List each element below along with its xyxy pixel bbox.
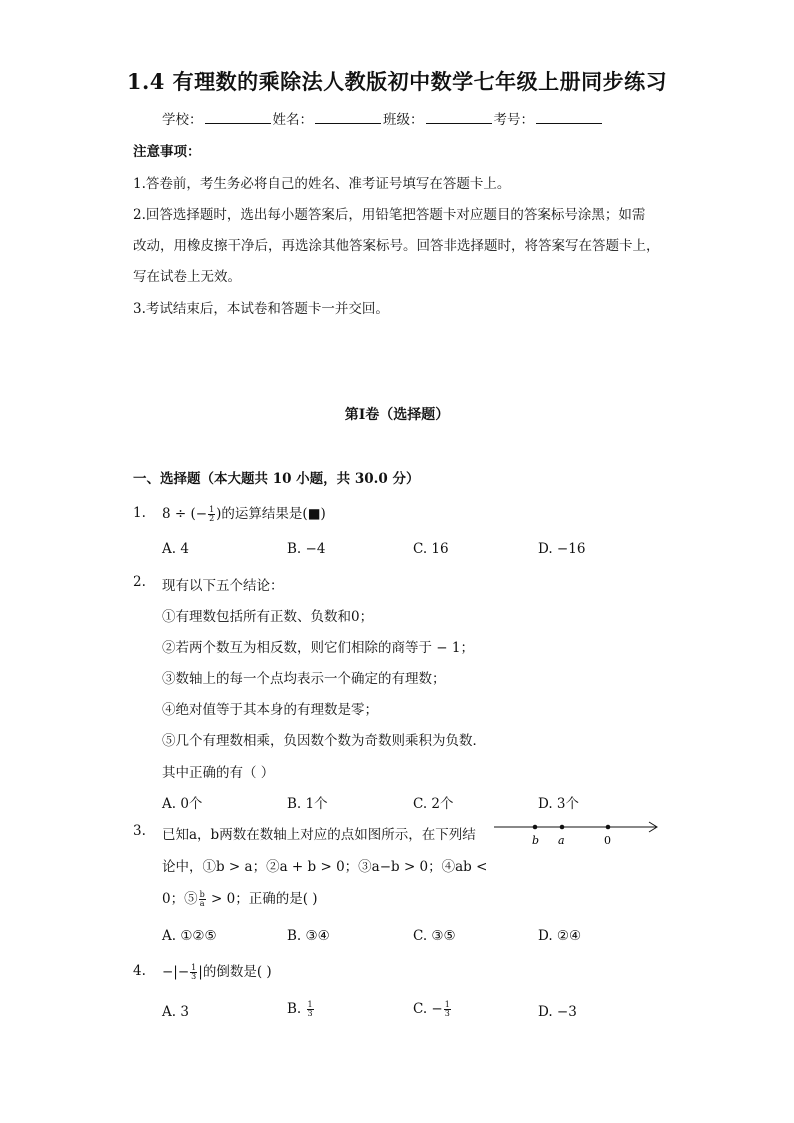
q2-option-c[interactable]: C. 2个 bbox=[413, 796, 454, 812]
number-label: 考号： bbox=[493, 112, 534, 128]
point-b bbox=[533, 825, 538, 830]
question-1-stem: 8 ÷ (− $\frac{1}{2}$ )的运算结果是(■) bbox=[162, 505, 326, 523]
fraction: $\frac{1}{3}$ bbox=[307, 1000, 313, 1018]
q2-statement-4: ④绝对值等于其本身的有理数是零； bbox=[162, 702, 378, 718]
page-title: 1.4 有理数的乘除法人教版初中数学七年级上册同步练习 bbox=[126, 69, 668, 94]
question-3-number: 3. bbox=[133, 823, 146, 839]
label-b: b bbox=[532, 834, 540, 847]
q3-line-2: 论中，①b > a；②a + b > 0；③a−b > 0；④ab < bbox=[162, 859, 488, 875]
q2-statement-3: ③数轴上的每一个点均表示一个确定的有理数； bbox=[162, 671, 446, 687]
name-label: 姓名： bbox=[272, 112, 313, 128]
label-zero: 0 bbox=[604, 834, 611, 847]
notice-item-2-line-3: 写在试卷上无效。 bbox=[133, 269, 241, 285]
q3-option-d[interactable]: D. ②④ bbox=[538, 928, 582, 944]
q1-option-d[interactable]: D. −16 bbox=[538, 541, 586, 557]
notice-item-3: 3.考试结束后，本试卷和答题卡一并交回。 bbox=[133, 301, 389, 317]
q3-line-1: 已知a，b两数在数轴上对应的点如图所示，在下列结 bbox=[162, 827, 476, 843]
point-zero bbox=[606, 825, 611, 830]
q4-option-d[interactable]: D. −3 bbox=[538, 1004, 577, 1020]
q2-ask: 其中正确的有（ ） bbox=[162, 765, 275, 781]
school-blank bbox=[205, 109, 271, 124]
q2-statement-2: ②若两个数互为相反数，则它们相除的商等于 − 1； bbox=[162, 640, 474, 656]
notice-heading: 注意事项： bbox=[133, 144, 201, 160]
fraction: $\frac{1}{3}$ bbox=[444, 1000, 450, 1018]
q1-option-c[interactable]: C. 16 bbox=[413, 541, 449, 557]
number-line-figure bbox=[492, 818, 662, 848]
q2-option-b[interactable]: B. 1个 bbox=[287, 796, 328, 812]
q1-option-b[interactable]: B. −4 bbox=[287, 541, 326, 557]
q4-option-b[interactable]: B. $\frac{1}{3}$ bbox=[287, 1000, 313, 1018]
notice-item-1: 1.答卷前，考生务必将自己的姓名、准考证号填写在答题卡上。 bbox=[133, 176, 511, 192]
label-a: a bbox=[558, 834, 565, 847]
question-1-number: 1. bbox=[133, 505, 146, 521]
notice-item-2-line-1: 2.回答选择题时，选出每小题答案后，用铅笔把答题卡对应题目的答案标号涂黑；如需 bbox=[133, 207, 646, 223]
notice-item-2-line-2: 改动，用橡皮擦干净后，再选涂其他答案标号。回答非选择题时，将答案写在答题卡上， bbox=[133, 238, 660, 254]
q3-option-b[interactable]: B. ③④ bbox=[287, 928, 330, 944]
part-heading: 一、选择题（本大题共 10 小题，共 30.0 分） bbox=[133, 471, 420, 487]
class-label: 班级： bbox=[383, 112, 424, 128]
q4-option-c[interactable]: C. − $\frac{1}{3}$ bbox=[413, 1000, 450, 1018]
q3-option-a[interactable]: A. ①②⑤ bbox=[162, 928, 217, 944]
q2-option-a[interactable]: A. 0个 bbox=[162, 796, 203, 812]
fraction: $\frac{b}{a}$ bbox=[199, 890, 205, 908]
q2-statement-1: ①有理数包括所有正数、负数和0； bbox=[162, 609, 374, 625]
student-info-line bbox=[162, 108, 604, 128]
fraction: $\frac{1}{2}$ bbox=[209, 505, 215, 523]
section-title: 第I卷（选择题） bbox=[344, 407, 450, 423]
q3-line-3: 0；⑤ $\frac{b}{a}$ > 0；正确的是( ) bbox=[162, 890, 318, 908]
q4-option-a[interactable]: A. 3 bbox=[162, 1004, 189, 1020]
question-4-number: 4. bbox=[133, 963, 146, 979]
question-2-stem: 现有以下五个结论： bbox=[162, 578, 284, 594]
name-blank bbox=[315, 109, 381, 124]
q1-option-a[interactable]: A. 4 bbox=[162, 541, 189, 557]
question-2-number: 2. bbox=[133, 574, 146, 590]
point-a bbox=[560, 825, 565, 830]
class-blank bbox=[426, 109, 492, 124]
school-label: 学校： bbox=[162, 112, 203, 128]
q3-option-c[interactable]: C. ③⑤ bbox=[413, 928, 456, 944]
question-4-stem: −|− $\frac{1}{3}$ |的倒数是( ) bbox=[162, 963, 272, 981]
q2-statement-5: ⑤几个有理数相乘，负因数个数为奇数则乘积为负数． bbox=[162, 733, 486, 749]
fraction: $\frac{1}{3}$ bbox=[191, 963, 197, 981]
q2-option-d[interactable]: D. 3个 bbox=[538, 796, 580, 812]
number-blank bbox=[536, 109, 602, 124]
